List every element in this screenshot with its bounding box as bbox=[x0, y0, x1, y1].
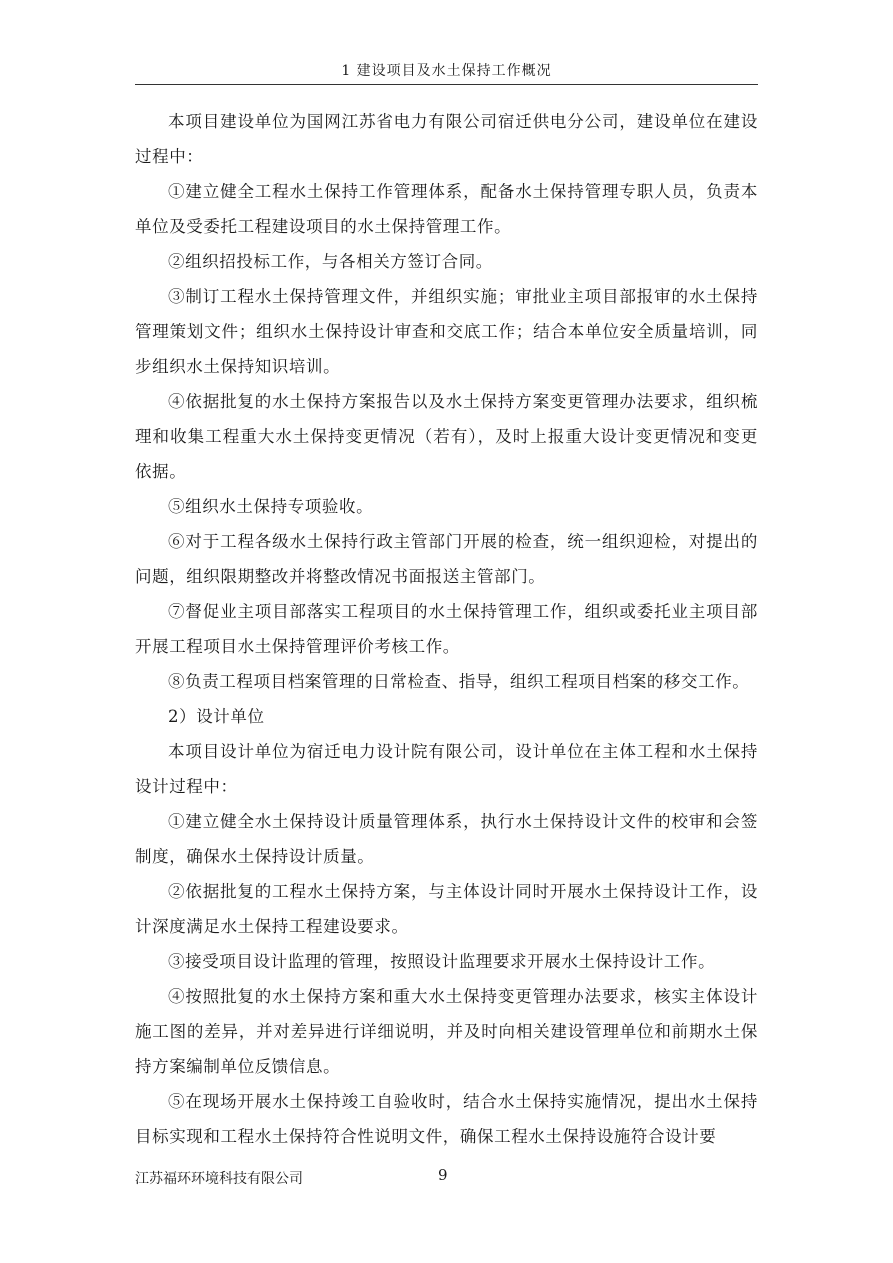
footer-company: 江苏福环环境科技有限公司 bbox=[135, 1171, 303, 1187]
paragraph: ①建立健全工程水土保持工作管理体系，配备水土保持管理专职人员，负责本单位及受委托工程建设项目的水土保持管理工作。 bbox=[135, 182, 758, 236]
paragraph: ②依据批复的工程水土保持方案，与主体设计同时开展水土保持设计工作，设计深度满足水土保持工程建设要求。 bbox=[135, 882, 758, 936]
paragraph: ①建立健全水土保持设计质量管理体系，执行水土保持设计文件的校审和会签制度，确保水土保持设计质量。 bbox=[135, 812, 758, 866]
paragraph: ③接受项目设计监理的管理，按照设计监理要求开展水土保持设计工作。 bbox=[168, 952, 716, 971]
paragraph: 本项目建设单位为国网江苏省电力有限公司宿迁供电分公司，建设单位在建设过程中： bbox=[135, 112, 758, 166]
paragraph: ⑥对于工程各级水土保持行政主管部门开展的检查，统一组织迎检，对提出的问题，组织限期整改并将整改情况书面报送主管部门。 bbox=[135, 532, 758, 586]
paragraph: ④按照批复的水土保持方案和重大水土保持变更管理办法要求，核实主体设计施工图的差异，并对差异进行详细说明，并及时向相关建设管理单位和前期水土保持方案编制单位反馈信息。 bbox=[135, 987, 758, 1076]
section-heading: 2）设计单位 bbox=[168, 707, 265, 726]
paragraph: ②组织招投标工作，与各相关方签订合同。 bbox=[168, 252, 493, 271]
paragraph: ⑦督促业主项目部落实工程项目的水土保持管理工作，组织或委托业主项目部开展工程项目水土保持管理评价考核工作。 bbox=[135, 602, 758, 656]
paragraph: 本项目设计单位为宿迁电力设计院有限公司，设计单位在主体工程和水土保持设计过程中： bbox=[135, 742, 758, 796]
page-number: 9 bbox=[438, 1166, 448, 1184]
document-body bbox=[135, 104, 758, 1154]
paragraph: ⑤组织水土保持专项验收。 bbox=[168, 497, 374, 516]
paragraph: ⑤在现场开展水土保持竣工自验收时，结合水土保持实施情况，提出水土保持目标实现和工程水土保持符合性说明文件，确保工程水土保持设施符合设计要 bbox=[135, 1092, 758, 1146]
paragraph: ④依据批复的水土保持方案报告以及水土保持方案变更管理办法要求，组织梳理和收集工程重大水土保持变更情况（若有），及时上报重大设计变更情况和变更依据。 bbox=[135, 392, 758, 481]
paragraph: ⑧负责工程项目档案管理的日常检查、指导，组织工程项目档案的移交工作。 bbox=[168, 672, 750, 691]
paragraph: ③制订工程水土保持管理文件，并组织实施；审批业主项目部报审的水土保持管理策划文件；组织水土保持设计审查和交底工作；结合本单位安全质量培训，同步组织水土保持知识培训。 bbox=[135, 287, 758, 376]
header-divider bbox=[135, 84, 758, 85]
page-header: 1 建设项目及水土保持工作概况 bbox=[341, 63, 552, 79]
